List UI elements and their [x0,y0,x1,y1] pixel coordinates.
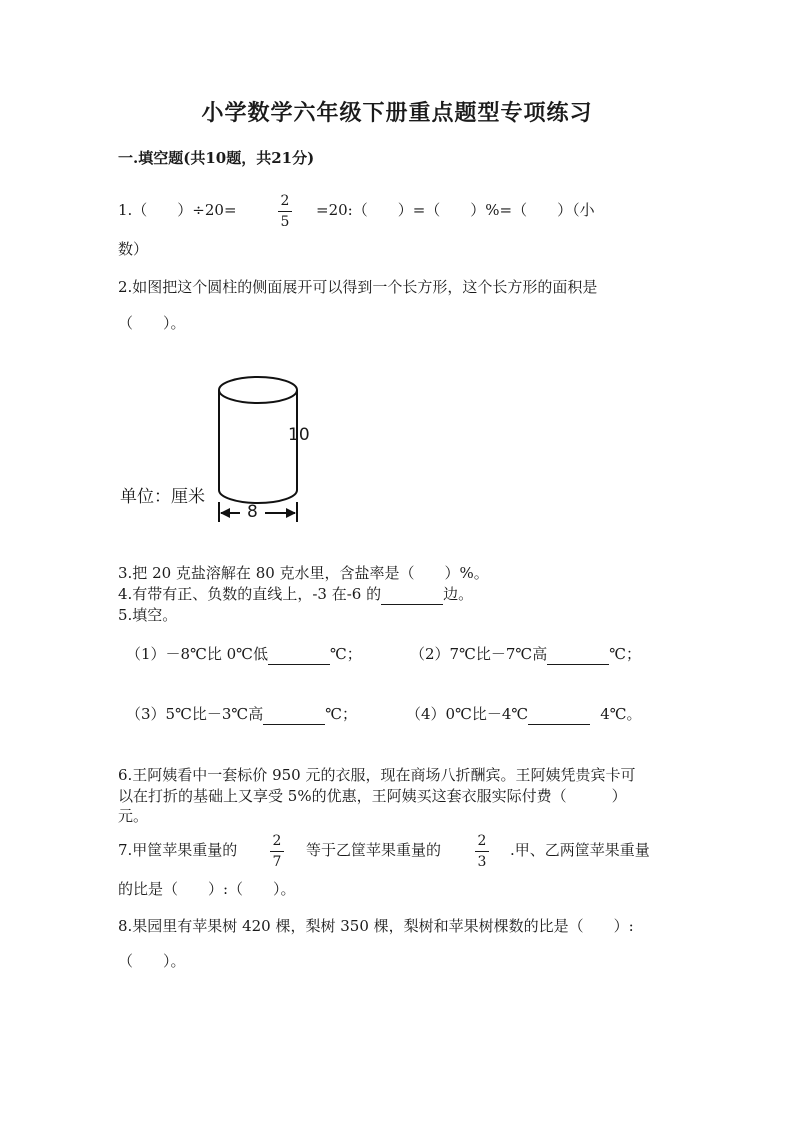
q5-item-1-suffix: ℃； [329,645,362,663]
q5-item-2 [410,644,641,665]
q8-line2: （ ）。 [118,952,186,970]
q5-item-2-blank [547,644,609,665]
fraction-bar [475,851,489,852]
q5-item-4-blank [528,704,590,725]
q5-item-3 [126,704,357,725]
q5-label: 5.填空。 [118,606,178,624]
q7-fraction-2-denominator: 3 [477,854,487,870]
q6-line3: 元。 [118,807,149,825]
cylinder-diameter-label: 8 [247,502,258,522]
q2-line2: （ ）。 [118,314,186,332]
q7-fraction-2 [473,833,491,870]
q5-item-1-blank [268,644,330,665]
q7-fraction-1-numerator: 2 [272,833,282,849]
q7-fraction-1 [268,833,286,870]
q4-after: 边。 [443,585,474,603]
page-title: 小学数学六年级下册重点题型专项练习 [201,100,593,126]
q7-line2: 的比是（ ）:（ ）。 [118,880,296,898]
arrowhead-left [220,508,230,518]
fraction-bar [270,851,284,852]
section-header: 一.填空题(共10题，共21分) [118,149,315,167]
q2-line1: 2.如图把这个圆柱的侧面展开可以得到一个长方形，这个长方形的面积是 [118,278,598,296]
cylinder-height-label: 10 [288,425,310,445]
q5-item-1 [126,644,362,665]
q1-part1: 1.（ ）÷20= [118,201,237,219]
q5-item-3-blank [263,704,325,725]
q6-line1: 6.王阿姨看中一套标价 950 元的衣服，现在商场八折酬宾。王阿姨凭贵宾卡可 [118,766,636,784]
q1-line2: 数） [118,240,149,258]
q1-fraction [276,193,294,230]
q5-item-2-suffix: ℃； [609,645,641,663]
q4-blank [381,584,443,605]
q1-part2: =20:（ ）=（ ）%=（ ）（小 [316,201,595,219]
unit-label: 单位：厘米 [120,487,205,507]
q5-item-3-prefix: （3）5℃比－3℃高 [126,705,264,723]
q7-fraction-2-numerator: 2 [477,833,487,849]
question-4 [118,584,473,605]
q5-item-4-prefix: （4）0℃比－4℃ [406,705,529,723]
q5-item-2-prefix: （2）7℃比－7℃高 [410,645,548,663]
cylinder-top-ellipse [219,377,297,403]
q5-item-4 [406,704,642,725]
fraction-bar [278,211,292,212]
q6-line2: 以在打折的基础上又享受 5%的优惠，王阿姨买这套衣服实际付费（ ） [118,787,627,805]
q5-item-3-suffix: ℃； [325,705,357,723]
q1-fraction-numerator: 2 [280,193,290,209]
question-3: 3.把 20 克盐溶解在 80 克水里，含盐率是（ ）%。 [118,564,489,582]
q1-fraction-denominator: 5 [280,214,290,230]
q7-part2: 等于乙筐苹果重量的 [306,841,442,859]
q4-before: 4.有带有正、负数的直线上，-3 在-6 的 [118,585,382,603]
q7-part1: 7.甲筐苹果重量的 [118,841,238,859]
q8-line1: 8.果园里有苹果树 420 棵，梨树 350 棵，梨树和苹果树棵数的比是（ ）: [118,917,634,935]
cylinder-bottom-arc [219,490,297,503]
q7-fraction-1-denominator: 7 [272,854,282,870]
q5-item-1-prefix: （1）－8℃比 0℃低 [126,645,268,663]
cylinder-figure [118,362,318,527]
q7-part3: .甲、乙两筐苹果重量 [510,841,650,859]
q5-item-4-suffix: 4℃。 [600,705,642,723]
arrowhead-right [286,508,296,518]
